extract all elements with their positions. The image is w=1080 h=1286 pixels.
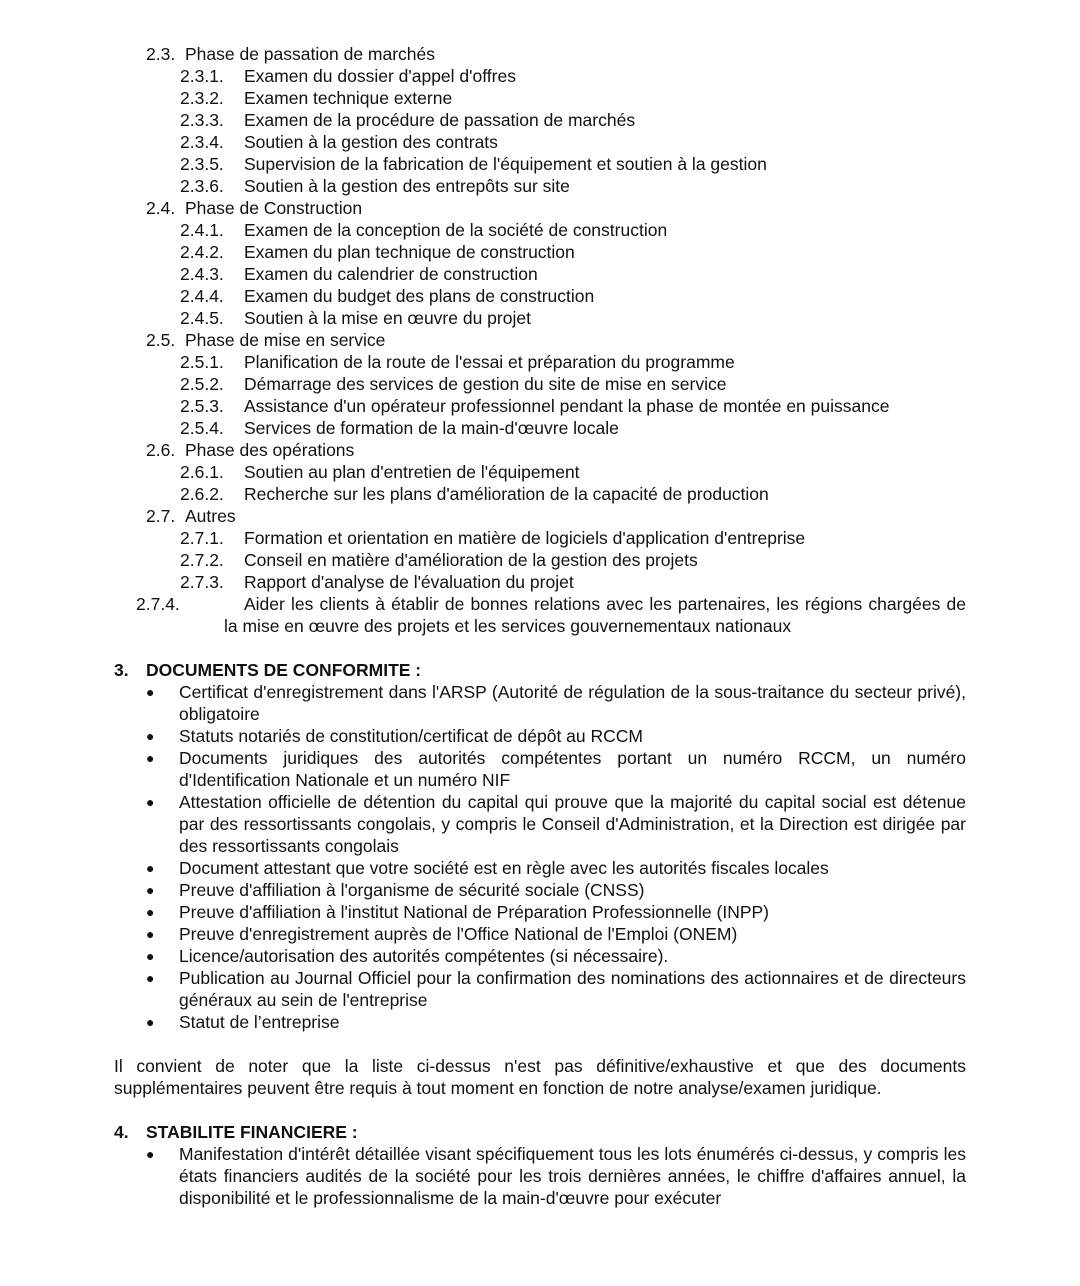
list-item	[0, 483, 1080, 505]
list-item-number: 2.4.4.	[180, 286, 224, 306]
list-item-number: 2.6.1.	[180, 462, 224, 482]
list-item-label: Recherche sur les plans d'amélioration de la capacité de production	[244, 484, 769, 504]
list-item	[0, 131, 1080, 153]
list-item-number: 2.3.5.	[180, 154, 224, 174]
list-item-number: 2.6.2.	[180, 484, 224, 504]
bullet-dot-icon: ●	[146, 948, 155, 964]
bullet-item	[0, 923, 1080, 945]
list-item-label: Démarrage des services de gestion du site de mise en service	[244, 374, 727, 394]
list-item-wrap	[136, 593, 966, 637]
list-item	[0, 241, 1080, 263]
subsection-label: Phase de passation de marchés	[185, 44, 436, 64]
list-item-label: Soutien à la gestion des entrepôts sur site	[244, 176, 570, 196]
list-item-number: 2.5.1.	[180, 352, 224, 372]
bullet-item	[0, 967, 1080, 1011]
bullet-text: Statuts notariés de constitution/certificat de dépôt au RCCM	[179, 726, 643, 746]
list-item-number: 2.7.3.	[180, 572, 224, 592]
list-item-label: Soutien à la gestion des contrats	[244, 132, 498, 152]
section-4-bullets	[0, 1143, 1080, 1209]
list-item	[0, 175, 1080, 197]
list-item-label: Conseil en matière d'amélioration de la gestion des projets	[244, 550, 698, 570]
list-item-number: 2.5.2.	[180, 374, 224, 394]
list-item-label: Examen du budget des plans de construction	[244, 286, 595, 306]
subsection-number: 2.4.	[146, 198, 176, 218]
bullet-item	[0, 901, 1080, 923]
list-item	[0, 351, 1080, 373]
bullet-text: Licence/autorisation des autorités compétentes (si nécessaire).	[179, 946, 669, 966]
list-item	[0, 87, 1080, 109]
list-item-number: 2.4.2.	[180, 242, 224, 262]
list-item-label: Rapport d'analyse de l'évaluation du projet	[244, 572, 574, 592]
list-item-label: Assistance d'un opérateur professionnel pendant la phase de montée en puissance	[244, 396, 890, 416]
list-item-label: Services de formation de la main-d'œuvre locale	[244, 418, 619, 438]
bullet-dot-icon: ●	[146, 926, 155, 942]
bullet-item	[0, 725, 1080, 747]
bullet-dot-icon: ●	[146, 1146, 155, 1162]
list-item-number: 2.5.3.	[180, 396, 224, 416]
list-item-number: 2.3.3.	[180, 110, 224, 130]
bullet-item	[0, 857, 1080, 879]
subsection-number: 2.5.	[146, 330, 176, 350]
bullet-dot-icon: ●	[146, 794, 155, 810]
subsection-label: Phase de mise en service	[185, 330, 386, 350]
list-item	[0, 527, 1080, 549]
list-item	[0, 65, 1080, 87]
section-3-bullets	[0, 681, 1080, 1033]
bullet-dot-icon: ●	[146, 728, 155, 744]
list-item	[0, 263, 1080, 285]
bullet-dot-icon: ●	[146, 860, 155, 876]
section-title: DOCUMENTS DE CONFORMITE :	[146, 660, 422, 680]
list-item	[0, 461, 1080, 483]
list-item-label: Supervision de la fabrication de l'équipement et soutien à la gestion	[244, 154, 767, 174]
bullet-text: Document attestant que votre société est en règle avec les autorités fiscales locales	[179, 858, 829, 878]
list-item-label: Examen de la conception de la société de construction	[244, 220, 668, 240]
bullet-text: Manifestation d'intérêt détaillée visant spécifiquement tous les lots énumérés ci-dessus, y compris les états financiers audités de la société pour les trois dernières années, le chiffre d'affaires annuel, la disponibilité et le professionnalisme de la main-d'œuvre pour exécuter	[179, 1144, 966, 1208]
bullet-item	[0, 681, 1080, 725]
bullet-dot-icon: ●	[146, 1014, 155, 1030]
bullet-text: Preuve d'affiliation à l'institut National de Préparation Professionnelle (INPP)	[179, 902, 770, 922]
bullet-item	[0, 791, 1080, 857]
bullet-item	[0, 945, 1080, 967]
subsection-number: 2.3.	[146, 44, 176, 64]
subsection-heading	[0, 329, 1080, 351]
bullet-text: Certificat d'enregistrement dans l'ARSP (Autorité de régulation de la sous-traitance du secteur privé), obligatoire	[179, 682, 966, 724]
list-item-number: 2.3.6.	[180, 176, 224, 196]
list-item-number: 2.4.3.	[180, 264, 224, 284]
list-item-label: Examen technique externe	[244, 88, 453, 108]
bullet-text: Statut de l’entreprise	[179, 1012, 340, 1032]
bullet-dot-icon: ●	[146, 970, 155, 986]
bullet-text: Attestation officielle de détention du capital qui prouve que la majorité du capital social est détenue par des ressortissants congolais, y compris le Conseil d'Administration, et la Direction est dirigée par des ressortissants congolais	[179, 792, 966, 856]
list-item-number: 2.3.4.	[180, 132, 224, 152]
section-number: 3.	[114, 660, 129, 680]
document-page	[0, 43, 1080, 1209]
subsection-label: Phase des opérations	[185, 440, 355, 460]
list-item-number: 2.3.1.	[180, 66, 224, 86]
subsection-heading	[0, 43, 1080, 65]
list-item-text	[136, 593, 966, 637]
list-item-label: Aider les clients à établir de bonnes relations avec les partenaires, les régions chargées de la mise en œuvre des projets et les services gouvernementaux nationaux	[224, 594, 966, 636]
bullet-text: Publication au Journal Officiel pour la confirmation des nominations des actionnaires et de directeurs généraux au sein de l'entreprise	[179, 968, 966, 1010]
list-item	[0, 549, 1080, 571]
list-item-number: 2.4.5.	[180, 308, 224, 328]
bullet-text: Preuve d'affiliation à l'organisme de sécurité sociale (CNSS)	[179, 880, 645, 900]
list-item-number: 2.5.4.	[180, 418, 224, 438]
list-item	[0, 395, 1080, 417]
list-item	[0, 285, 1080, 307]
list-item-label: Examen du dossier d'appel d'offres	[244, 66, 516, 86]
section-title: STABILITE FINANCIERE :	[146, 1122, 358, 1142]
subsection-heading	[0, 439, 1080, 461]
section-4-heading	[0, 1121, 1080, 1143]
list-item-number: 2.3.2.	[180, 88, 224, 108]
subsection-label: Phase de Construction	[185, 198, 363, 218]
list-item-number: 2.4.1.	[180, 220, 224, 240]
subsection-number: 2.6.	[146, 440, 176, 460]
list-item	[0, 571, 1080, 593]
subsection-heading	[0, 197, 1080, 219]
subsection-label: Autres	[185, 506, 236, 526]
list-item	[0, 219, 1080, 241]
bullet-dot-icon: ●	[146, 750, 155, 766]
list-item	[0, 109, 1080, 131]
bullet-item	[0, 879, 1080, 901]
list-item	[0, 373, 1080, 395]
bullet-item	[0, 1011, 1080, 1033]
compliance-note: Il convient de noter que la liste ci-dessus n'est pas définitive/exhaustive et que des documents supplémentaires peuvent être requis à tout moment en fonction de notre analyse/examen juridique.	[114, 1056, 966, 1098]
list-item	[0, 417, 1080, 439]
bullet-text: Preuve d'enregistrement auprès de l'Office National de l'Emploi (ONEM)	[179, 924, 738, 944]
list-item-label: Formation et orientation en matière de logiciels d'application d'entreprise	[244, 528, 806, 548]
bullet-dot-icon: ●	[146, 882, 155, 898]
list-item-label: Examen du calendrier de construction	[244, 264, 538, 284]
list-item-label: Examen de la procédure de passation de marchés	[244, 110, 636, 130]
list-item-number: 2.7.2.	[180, 550, 224, 570]
bullet-dot-icon: ●	[146, 904, 155, 920]
list-item-label: Soutien au plan d'entretien de l'équipement	[244, 462, 580, 482]
section-2-list	[0, 43, 1080, 637]
bullet-item	[0, 1143, 1080, 1209]
list-item-number: 2.7.1.	[180, 528, 224, 548]
subsection-heading	[0, 505, 1080, 527]
bullet-item	[0, 747, 1080, 791]
list-item	[0, 307, 1080, 329]
list-item-label: Soutien à la mise en œuvre du projet	[244, 308, 531, 328]
bullet-text: Documents juridiques des autorités compétentes portant un numéro RCCM, un numéro d'Identification Nationale et un numéro NIF	[179, 748, 966, 790]
section-3-heading	[0, 659, 1080, 681]
bullet-dot-icon: ●	[146, 684, 155, 700]
list-item-number: 2.7.4.	[136, 594, 180, 614]
list-item	[0, 153, 1080, 175]
section-number: 4.	[114, 1122, 129, 1142]
list-item-label: Planification de la route de l'essai et préparation du programme	[244, 352, 735, 372]
list-item	[0, 593, 1080, 637]
subsection-number: 2.7.	[146, 506, 176, 526]
list-item-label: Examen du plan technique de construction	[244, 242, 575, 262]
